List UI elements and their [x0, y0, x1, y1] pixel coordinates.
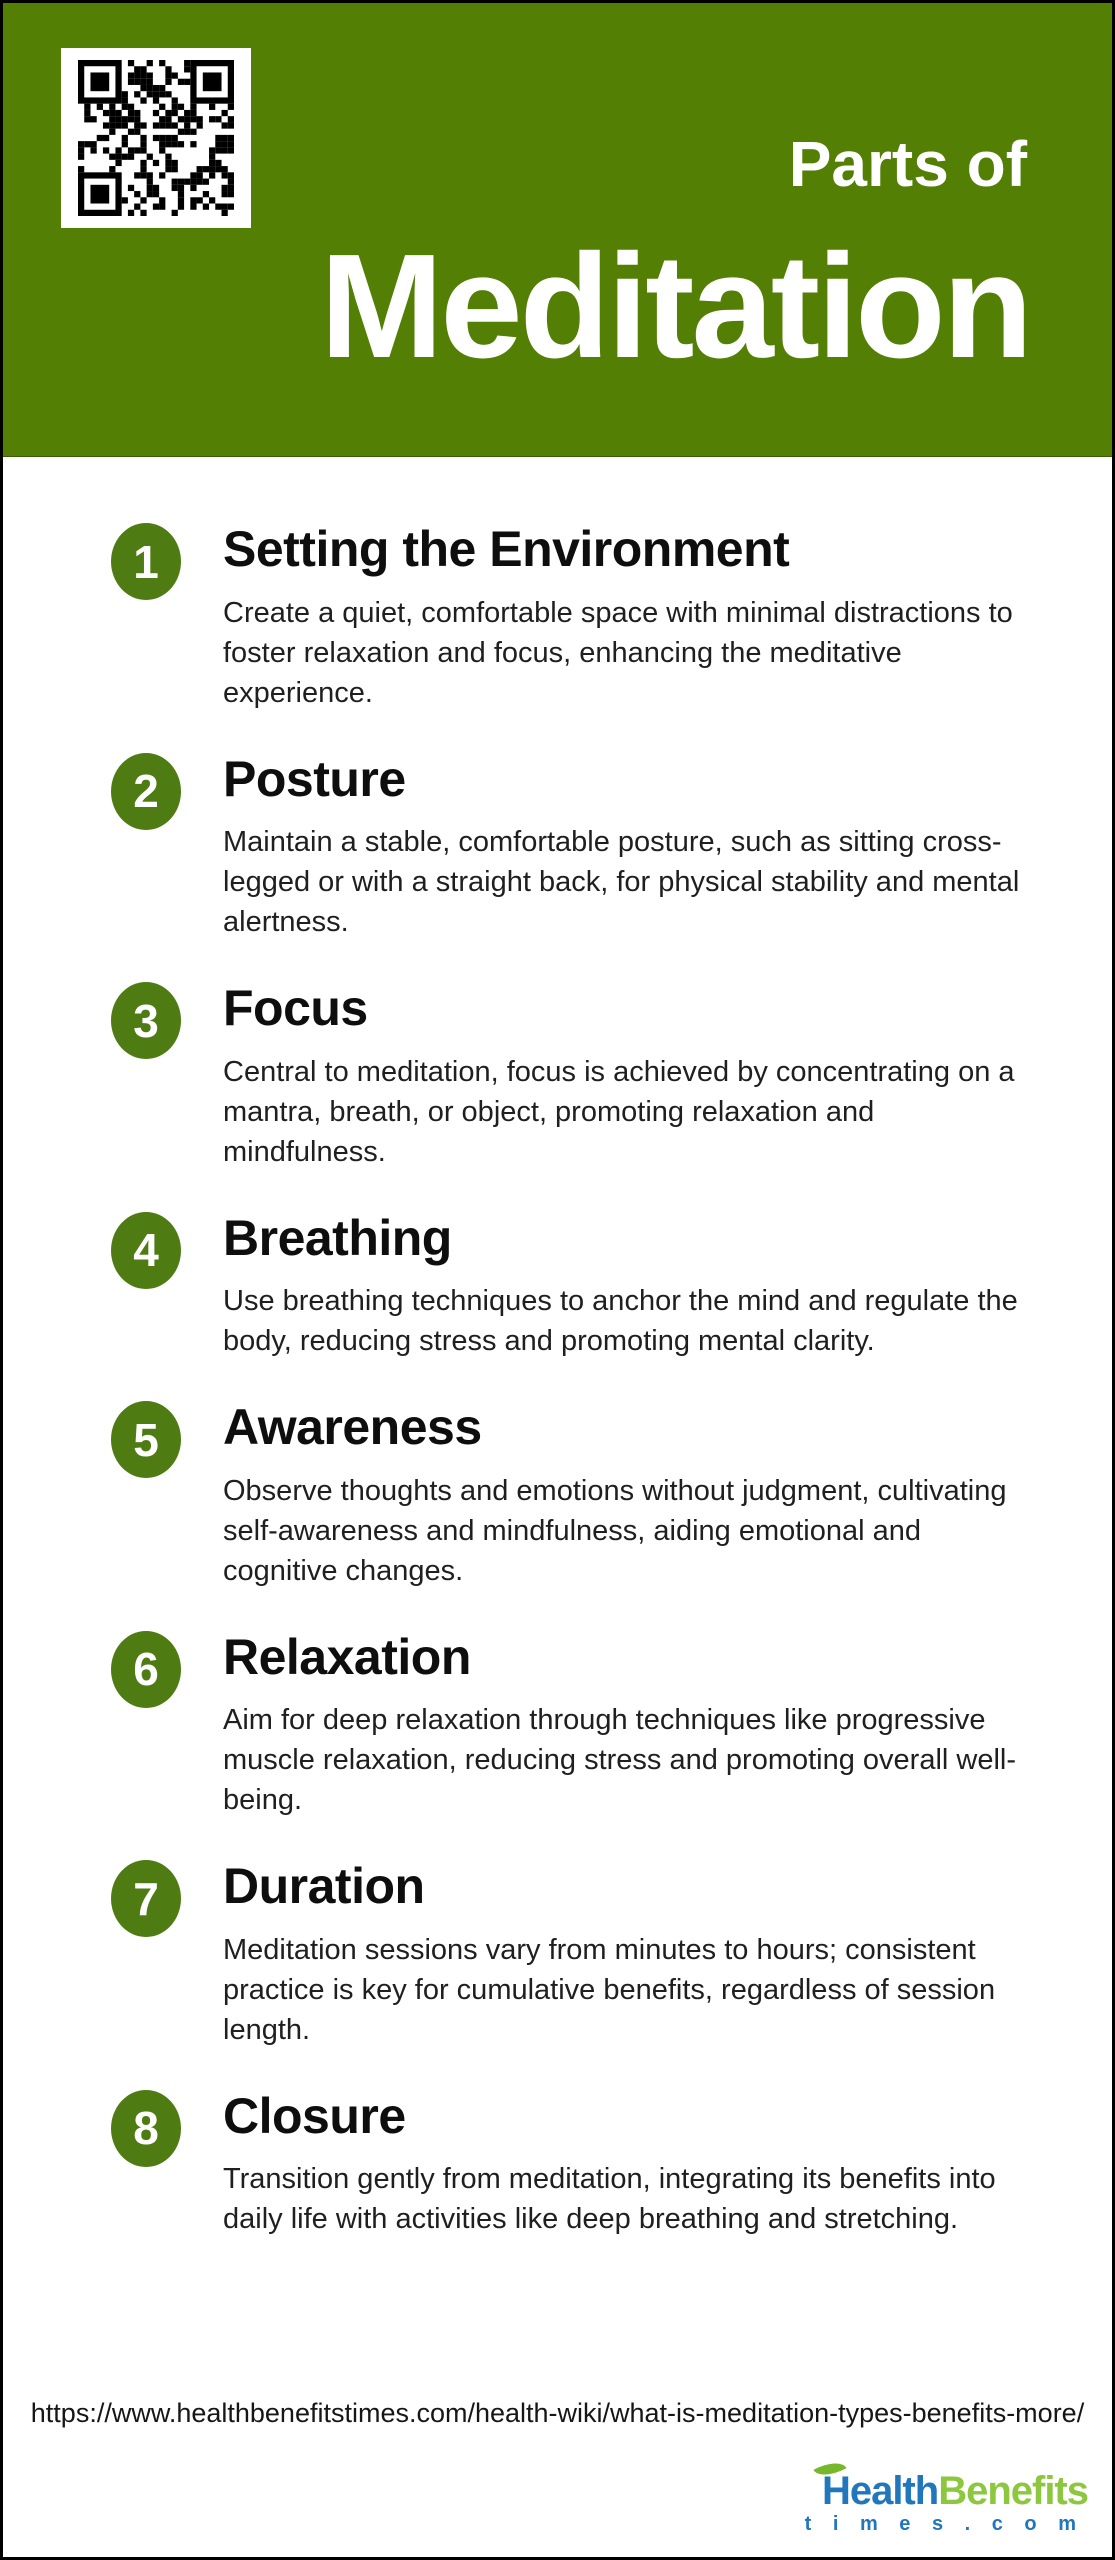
list-item — [111, 751, 1052, 943]
header-subtitle: Parts of — [788, 128, 1027, 200]
item-title: Awareness — [223, 1399, 482, 1455]
item-title: Relaxation — [223, 1628, 471, 1685]
item-content — [223, 751, 1052, 943]
item-number-badge — [111, 982, 181, 1059]
item-number-badge — [111, 753, 181, 830]
item-content — [223, 521, 1052, 713]
source-url: https://www.healthbenefitstimes.com/health-wiki/what-is-meditation-types-benefits-more/ — [30, 2398, 1085, 2428]
item-number-badge — [111, 1860, 181, 1937]
item-description: Use breathing techniques to anchor the mind and regulate the body, reducing stress and promoting mental clarity. — [223, 1285, 1018, 1357]
list-item — [111, 1210, 1052, 1362]
item-number: 7 — [133, 1872, 159, 1925]
list-item — [111, 1629, 1052, 1821]
item-title: Posture — [223, 750, 406, 807]
logo-benefits-text: Benefits — [938, 2469, 1088, 2513]
item-content — [223, 1210, 1052, 1362]
item-content — [223, 2088, 1052, 2240]
logo-health-text: Health — [821, 2469, 939, 2513]
item-content — [223, 1858, 1052, 2050]
item-number-badge — [111, 1631, 181, 1708]
item-description: Central to meditation, focus is achieved by concentrating on a mantra, breath, or object, promoting relaxation and mindfulness. — [223, 1055, 1015, 1168]
item-number: 3 — [133, 994, 159, 1047]
list-item — [111, 980, 1052, 1172]
item-number: 1 — [133, 535, 159, 588]
item-content — [223, 980, 1052, 1172]
list-item — [111, 2088, 1052, 2240]
item-description: Maintain a stable, comfortable posture, such as sitting cross-legged or with a straight back, for physical stability and mental alertness. — [223, 826, 1020, 938]
item-number: 4 — [133, 1224, 159, 1276]
brand-logo — [805, 2471, 1088, 2534]
list-item — [111, 521, 1052, 713]
item-description: Transition gently from meditation, integrating its benefits into daily life with activities like deep breathing and stretching. — [223, 2163, 996, 2235]
item-number-badge — [111, 523, 181, 600]
item-description: Aim for deep relaxation through techniques like progressive muscle relaxation, reducing stress and promoting overall well-being. — [223, 1704, 1017, 1816]
item-title: Duration — [223, 1858, 425, 1914]
item-description: Meditation sessions vary from minutes to hours; consistent practice is key for cumulative benefits, regardless of session length. — [223, 1933, 996, 2046]
item-number: 5 — [133, 1413, 159, 1466]
list-item — [111, 1399, 1052, 1591]
item-title: Focus — [223, 980, 368, 1036]
item-title: Breathing — [223, 1209, 452, 1266]
header-banner — [3, 3, 1112, 457]
item-number: 2 — [133, 765, 159, 817]
item-description: Create a quiet, comfortable space with minimal distractions to foster relaxation and focus, enhancing the meditative experience. — [223, 596, 1013, 709]
item-title: Closure — [223, 2087, 406, 2144]
logo-times-text: t i m e s . c o m — [804, 2513, 1084, 2535]
item-number: 8 — [133, 2102, 159, 2154]
item-number-badge — [111, 1401, 181, 1478]
item-title: Setting the Environment — [223, 521, 790, 577]
list-item — [111, 1858, 1052, 2050]
item-content — [223, 1629, 1052, 1821]
item-number-badge — [111, 2090, 181, 2167]
logo-wordmark — [822, 2471, 1088, 2511]
page-title: Meditation — [320, 224, 1030, 389]
item-content — [223, 1399, 1052, 1591]
qr-code — [61, 48, 251, 228]
item-number: 6 — [133, 1643, 159, 1695]
item-description: Observe thoughts and emotions without judgment, cultivating self-awareness and mindfulness, aiding emotional and cognitive changes. — [223, 1474, 1007, 1587]
qr-code-icon — [78, 60, 234, 216]
item-number-badge — [111, 1212, 181, 1289]
items-list — [3, 457, 1112, 2239]
